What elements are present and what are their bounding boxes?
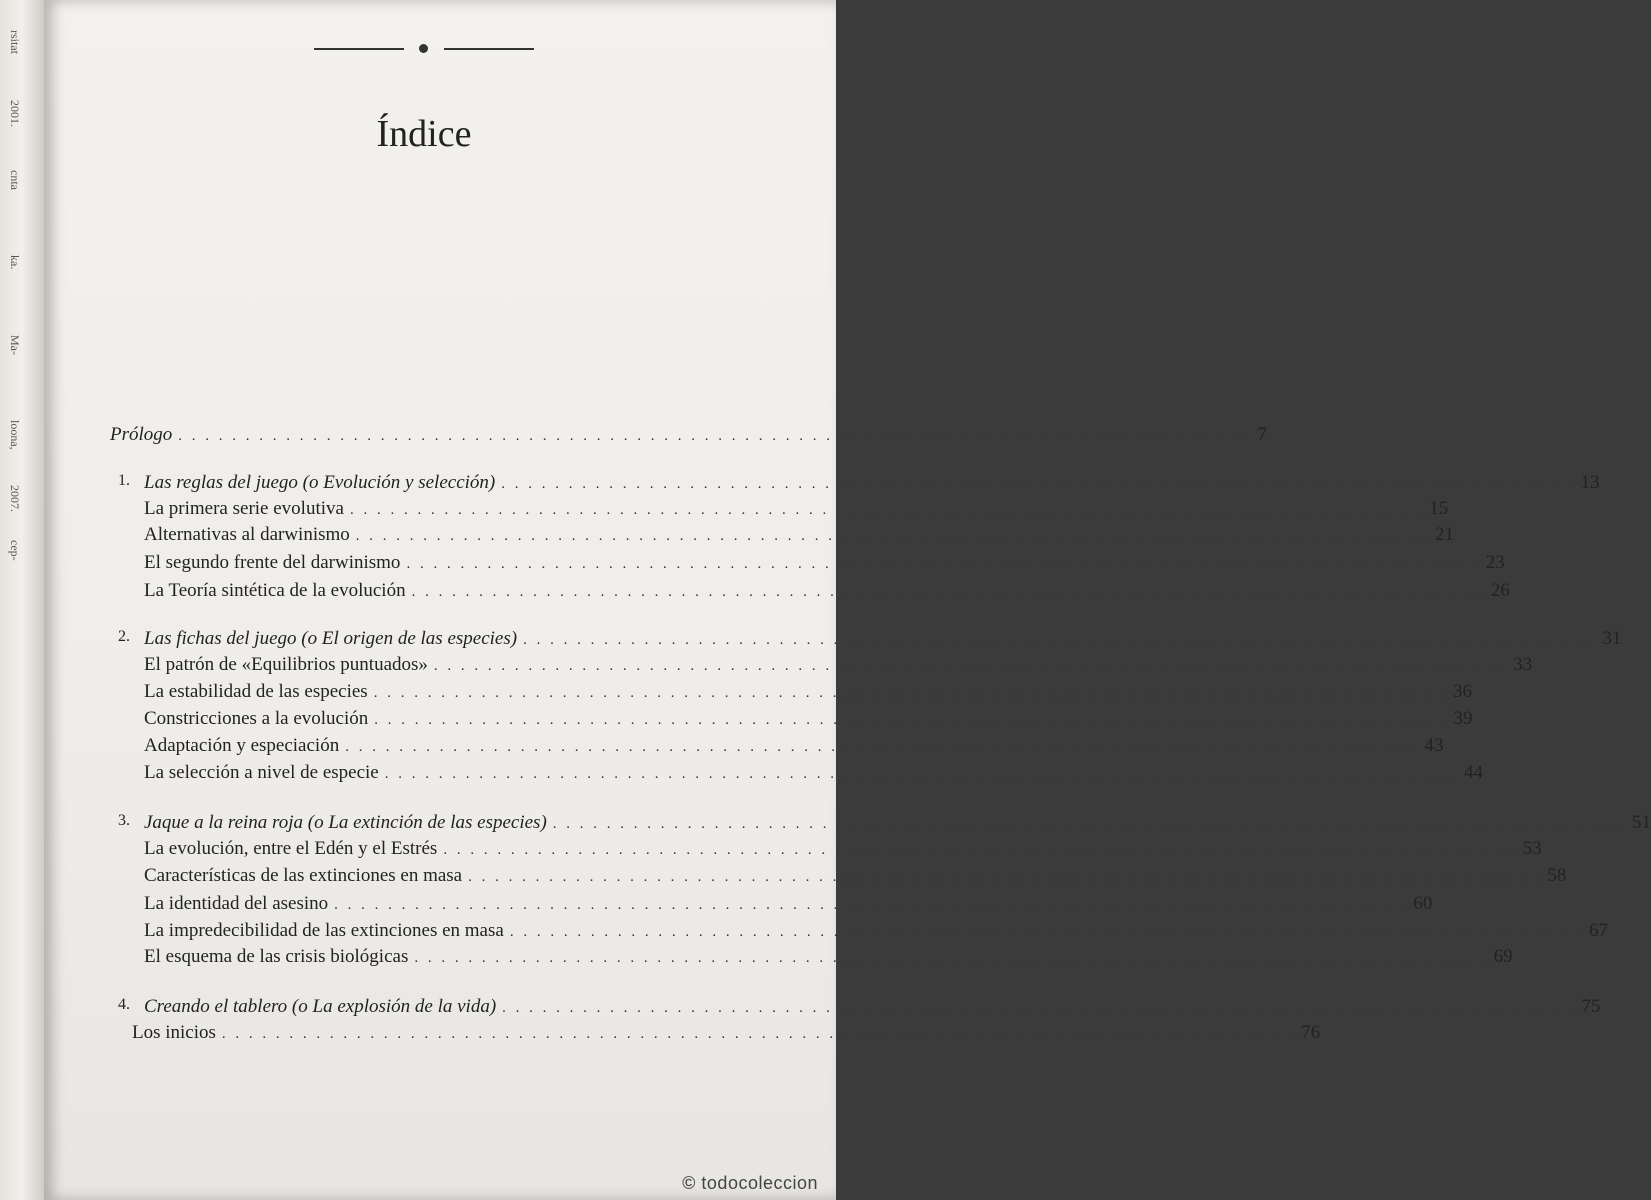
toc-page-number: 75: [1581, 996, 1601, 1017]
section-title: La impredecibilidad de las extinciones en masa: [144, 920, 504, 941]
toc-section: [144, 762, 1483, 788]
toc-section: [132, 1022, 1321, 1048]
spine-fragment: cnta: [8, 170, 22, 190]
toc-prologue: [110, 424, 1268, 450]
watermark-text: todocoleccion: [701, 1173, 818, 1193]
spine-fragment: loona,: [8, 420, 22, 450]
section-title: Constricciones a la evolución: [144, 708, 369, 729]
table-of-contents: [44, 0, 1651, 1200]
section-title: Características de las extinciones en masa: [144, 865, 463, 886]
section-title: La estabilidad de las especies: [144, 681, 368, 702]
section-title: Alternativas al darwinismo: [144, 524, 350, 545]
dot-leader: . . . . . . . . . . . . . . . . . . . . . . . . . . . . . . . . . . . . . . . . . . . . . . . . . . . . . . . . . . . . . . . . . . . . . . . . . . . . . . . .: [414, 950, 1488, 966]
toc-page-number: 44: [1464, 762, 1483, 783]
book-page: [44, 0, 1651, 1200]
dot-leader: . . . . . . . . . . . . . . . . . . . . . . . . . . . . . . . . . . . . . . . . . . . . . . . . . . . . . . . . . . . . . . . . . . . . . . . . . . . . . . . .: [221, 1026, 1296, 1042]
section-title: La evolución, entre el Edén y el Estrés: [144, 838, 438, 859]
dot-leader: . . . . . . . . . . . . . . . . . . . . . . . . . . . . . . . . . . . . . . . . . . . . . . . . . . . . . . . . . . . . . . . . . . . . . . . . . . . . . . . .: [468, 869, 1542, 885]
toc-section: [144, 708, 1473, 734]
toc-entry-title: Prólogo: [110, 424, 173, 445]
dot-leader: . . . . . . . . . . . . . . . . . . . . . . . . . . . . . . . . . . . . . . . . . . . . . . . . . . . . . . . . . . . . . . . . . . . . . . . . . . . . . . . .: [509, 924, 1584, 940]
dot-leader: . . . . . . . . . . . . . . . . . . . . . . . . . . . . . . . . . . . . . . . . . . . . . . . . . . . . . . . . . . . . . . . . . . . . . . . . . . . . . . . .: [433, 658, 1508, 674]
toc-page-number: 53: [1522, 838, 1542, 859]
chapter-number: 3.: [118, 812, 130, 829]
toc-page-number: 60: [1413, 893, 1433, 914]
chapter-title: Jaque a la reina roja (o La extinción de las especies): [144, 812, 547, 833]
toc-page-number: 26: [1490, 580, 1510, 601]
toc-section: [144, 580, 1510, 606]
toc-section: [144, 920, 1609, 946]
watermark-logo: © todocoleccion: [682, 1173, 818, 1193]
chapter-title: Creando el tablero (o La explosión de la vida): [144, 996, 497, 1017]
toc-page-number: 15: [1429, 498, 1449, 519]
spine-fragment: rsitat: [8, 30, 22, 54]
dot-leader: . . . . . . . . . . . . . . . . . . . . . . . . . . . . . . . . . . . . . . . . . . . . . . . . . . . . . . . . . . . . . . . . . . . . . . . . . . . . . . . .: [523, 632, 1597, 648]
toc-page-number: 23: [1485, 552, 1505, 573]
toc-page-number: 51: [1632, 812, 1651, 833]
toc-page-number: 69: [1493, 946, 1513, 967]
chapter-number: 1.: [118, 472, 130, 489]
section-title: El segundo frente del darwinismo: [144, 552, 401, 573]
section-title: El esquema de las crisis biológicas: [144, 946, 409, 967]
dot-leader: . . . . . . . . . . . . . . . . . . . . . . . . . . . . . . . . . . . . . . . . . . . . . . . . . . . . . . . . . . . . . . . . . . . . . . . . . . . . . . . .: [443, 842, 1517, 858]
dot-leader: . . . . . . . . . . . . . . . . . . . . . . . . . . . . . . . . . . . . . . . . . . . . . . . . . . . . . . . . . . . . . . . . . . . . . . . . . . . . . . . .: [552, 816, 1627, 832]
chapter-number: 2.: [118, 628, 130, 645]
toc-chapter: [118, 812, 1651, 838]
dot-leader: . . . . . . . . . . . . . . . . . . . . . . . . . . . . . . . . . . . . . . . . . . . . . . . . . . . . . . . . . . . . . . . . . . . . . . . . . . . . . . . .: [349, 502, 1424, 518]
book-spine: [0, 0, 44, 1200]
chapter-title: Las fichas del juego (o El origen de las especies): [144, 628, 518, 649]
toc-page-number: 58: [1547, 865, 1567, 886]
dot-leader: . . . . . . . . . . . . . . . . . . . . . . . . . . . . . . . . . . . . . . . . . . . . . . . . . . . . . . . . . . . . . . . . . . . . . . . . . . . . . . . .: [501, 476, 1575, 492]
dot-leader: . . . . . . . . . . . . . . . . . . . . . . . . . . . . . . . . . . . . . . . . . . . . . . . . . . . . . . . . . . . . . . . . . . . . . . . . . . . . . . . .: [334, 897, 1408, 913]
dot-leader: . . . . . . . . . . . . . . . . . . . . . . . . . . . . . . . . . . . . . . . . . . . . . . . . . . . . . . . . . . . . . . . . . . . . . . . . . . . . . . . .: [374, 712, 1448, 728]
section-title: La identidad del asesino: [144, 893, 329, 914]
toc-section: [144, 524, 1455, 550]
toc-page-number: 21: [1435, 524, 1455, 545]
section-title: El patrón de «Equilibrios puntuados»: [144, 654, 428, 675]
dot-leader: . . . . . . . . . . . . . . . . . . . . . . . . . . . . . . . . . . . . . . . . . . . . . . . . . . . . . . . . . . . . . . . . . . . . . . . . . . . . . . . .: [355, 528, 1430, 544]
toc-page-number: 67: [1589, 920, 1609, 941]
section-title: Los inicios: [132, 1022, 216, 1043]
toc-section: [144, 865, 1567, 891]
section-title: La primera serie evolutiva: [144, 498, 344, 519]
chapter-title: Las reglas del juego (o Evolución y selección): [144, 472, 496, 493]
spine-fragment: ka.: [8, 255, 22, 270]
dot-leader: . . . . . . . . . . . . . . . . . . . . . . . . . . . . . . . . . . . . . . . . . . . . . . . . . . . . . . . . . . . . . . . . . . . . . . . . . . . . . . . .: [178, 428, 1252, 444]
dot-leader: . . . . . . . . . . . . . . . . . . . . . . . . . . . . . . . . . . . . . . . . . . . . . . . . . . . . . . . . . . . . . . . . . . . . . . . . . . . . . . . .: [345, 739, 1419, 755]
toc-page-number: 39: [1453, 708, 1473, 729]
dot-leader: . . . . . . . . . . . . . . . . . . . . . . . . . . . . . . . . . . . . . . . . . . . . . . . . . . . . . . . . . . . . . . . . . . . . . . . . . . . . . . . .: [502, 1000, 1576, 1016]
spine-fragment: 2001.: [8, 100, 22, 127]
section-title: La Teoría sintética de la evolución: [144, 580, 406, 601]
toc-chapter: [118, 472, 1600, 498]
toc-section: [144, 838, 1542, 864]
toc-chapter: [118, 996, 1601, 1022]
toc-page-number: 76: [1301, 1022, 1321, 1043]
section-title: Adaptación y especiación: [144, 735, 340, 756]
toc-section: [144, 498, 1449, 524]
toc-section: [144, 946, 1513, 972]
chapter-number: 4.: [118, 996, 130, 1013]
dot-leader: . . . . . . . . . . . . . . . . . . . . . . . . . . . . . . . . . . . . . . . . . . . . . . . . . . . . . . . . . . . . . . . . . . . . . . . . . . . . . . . .: [411, 584, 1485, 600]
dot-leader: . . . . . . . . . . . . . . . . . . . . . . . . . . . . . . . . . . . . . . . . . . . . . . . . . . . . . . . . . . . . . . . . . . . . . . . . . . . . . . . .: [373, 685, 1447, 701]
toc-page-number: 7: [1257, 424, 1268, 445]
dot-leader: . . . . . . . . . . . . . . . . . . . . . . . . . . . . . . . . . . . . . . . . . . . . . . . . . . . . . . . . . . . . . . . . . . . . . . . . . . . . . . . .: [384, 766, 1458, 782]
toc-page-number: 43: [1424, 735, 1444, 756]
toc-page-number: 33: [1513, 654, 1533, 675]
toc-page-number: 31: [1602, 628, 1622, 649]
toc-section: [144, 735, 1444, 761]
dot-leader: . . . . . . . . . . . . . . . . . . . . . . . . . . . . . . . . . . . . . . . . . . . . . . . . . . . . . . . . . . . . . . . . . . . . . . . . . . . . . . . .: [406, 556, 1480, 572]
toc-chapter: [118, 628, 1622, 654]
page-title: Índice: [376, 113, 472, 155]
toc-section: [144, 654, 1533, 680]
toc-page-number: 36: [1452, 681, 1472, 702]
section-title: La selección a nivel de especie: [144, 762, 379, 783]
spine-fragment: Ma-: [8, 335, 22, 355]
spine-fragment: 2007.: [8, 485, 22, 512]
toc-section: [144, 681, 1472, 707]
toc-page-number: 13: [1580, 472, 1600, 493]
spine-fragment: cep-: [8, 540, 22, 561]
toc-section: [144, 893, 1433, 919]
toc-section: [144, 552, 1505, 578]
